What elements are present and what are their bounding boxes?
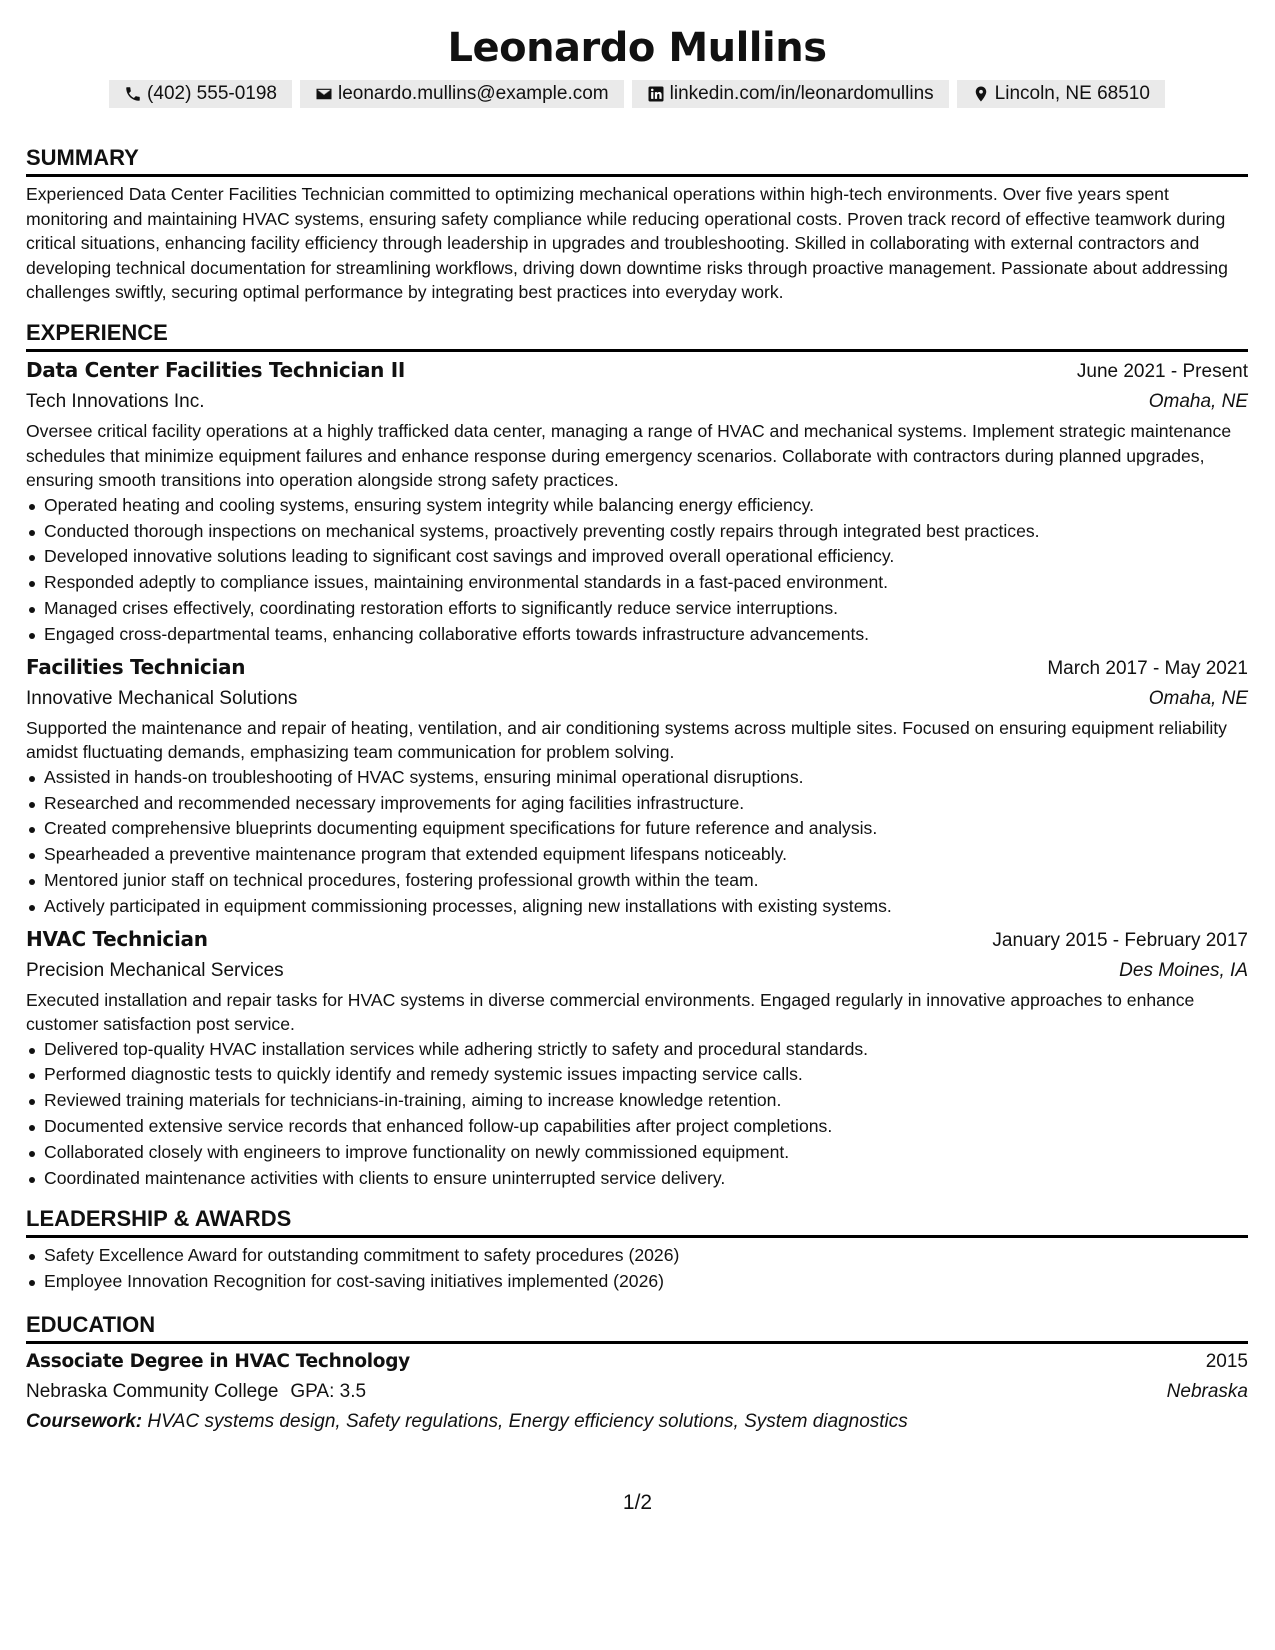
job-bullets	[26, 1037, 1248, 1192]
list-item: Employee Innovation Recognition for cost-saving initiatives implemented (2026)	[26, 1269, 1248, 1295]
summary-text: Experienced Data Center Facilities Technician committed to optimizing mechanical operations within high-tech environments. Over five years spent monitoring and maintaining HVAC systems, ensuring safety compliance while reducing operational costs. Proven track record of effective teamwork during critical situations, enhancing facility efficiency through leadership in upgrades and troubleshooting. Skilled in collaborating with external contractors and developing technical documentation for streamlining workflows, driving down downtime risks through proactive management. Passionate about addressing challenges swiftly, securing optimal performance by integrating best practices into everyday work.	[26, 184, 1228, 303]
awards-section	[26, 1205, 1248, 1295]
list-item: Documented extensive service records that enhanced follow-up capabilities after project completions.	[26, 1114, 1248, 1140]
job-dates: January 2015 - February 2017	[992, 929, 1248, 951]
linkedin-icon	[647, 85, 665, 103]
phone-icon	[124, 85, 142, 103]
linkedin-url: linkedin.com/in/leonardomullins	[669, 83, 934, 104]
list-item: Operated heating and cooling systems, ensuring system integrity while balancing energy efficiency.	[26, 493, 1248, 519]
list-item: Performed diagnostic tests to quickly identify and remedy systemic issues impacting service calls.	[26, 1062, 1248, 1088]
location-text: Lincoln, NE 68510	[994, 83, 1150, 104]
degree-title: Associate Degree in HVAC Technology	[26, 1351, 410, 1373]
job-location: Des Moines, IA	[1119, 959, 1248, 981]
contact-phone	[109, 80, 292, 108]
gpa-text: GPA: 3.5	[290, 1381, 367, 1403]
job-location: Omaha, NE	[1148, 687, 1248, 709]
list-item: Coordinated maintenance activities with clients to ensure uninterrupted service delivery.	[26, 1166, 1248, 1192]
envelope-icon	[315, 85, 333, 103]
job-bullets	[26, 493, 1248, 648]
job-location: Omaha, NE	[1148, 390, 1248, 412]
section-title-summary: SUMMARY	[26, 144, 1248, 177]
list-item: Managed crises effectively, coordinating restoration efforts to significantly reduce service interruptions.	[26, 596, 1248, 622]
job-company: Innovative Mechanical Solutions	[26, 687, 298, 709]
job-company: Precision Mechanical Services	[26, 959, 284, 981]
list-item: Responded adeptly to compliance issues, maintaining environmental standards in a fast-paced environment.	[26, 570, 1248, 596]
job-bullets	[26, 765, 1248, 920]
list-item: Conducted thorough inspections on mechanical systems, proactively preventing costly repairs through integrated best practices.	[26, 519, 1248, 545]
list-item: Actively participated in equipment commissioning processes, aligning new installations with existing systems.	[26, 894, 1248, 920]
awards-list	[26, 1243, 1248, 1295]
email-address: leonardo.mullins@example.com	[337, 83, 609, 104]
page-number: 1/2	[622, 1491, 653, 1514]
job-title: Facilities Technician	[26, 654, 246, 679]
job-description: Oversee critical facility operations at a highly trafficked data center, managing a range of HVAC and mechanical systems. Implement strategic maintenance schedules that minimize equipment failures and enhance response during emergency scenarios. Collaborate with contractors during planned upgrades, ensuring smooth transitions into operation alongside strong safety practices.	[26, 420, 1232, 491]
candidate-name: Leonardo Mullins	[447, 25, 827, 71]
graduation-year: 2015	[1205, 1351, 1248, 1373]
section-title-education: EDUCATION	[26, 1311, 1248, 1344]
list-item: Safety Excellence Award for outstanding commitment to safety procedures (2026)	[26, 1243, 1248, 1269]
contact-location	[957, 80, 1165, 108]
contact-email[interactable]	[300, 80, 624, 108]
list-item: Spearheaded a preventive maintenance program that extended equipment lifespans noticeably.	[26, 842, 1248, 868]
job-entry	[26, 652, 1248, 920]
job-dates: March 2017 - May 2021	[1047, 657, 1248, 679]
summary-section	[26, 144, 1248, 305]
list-item: Delivered top-quality HVAC installation services while adhering strictly to safety and procedural standards.	[26, 1037, 1248, 1063]
contact-linkedin[interactable]	[632, 80, 949, 108]
list-item: Created comprehensive blueprints documenting equipment specifications for future reference and analysis.	[26, 816, 1248, 842]
education-section	[26, 1311, 1248, 1437]
list-item: Developed innovative solutions leading to significant cost savings and improved overall operational efficiency.	[26, 544, 1248, 570]
coursework-list: HVAC systems design, Safety regulations, Energy efficiency solutions, System diagnostics	[147, 1411, 908, 1433]
contact-bar	[26, 80, 1248, 108]
resume-page	[26, 0, 1248, 1437]
list-item: Reviewed training materials for technicians-in-training, aiming to increase knowledge retention.	[26, 1088, 1248, 1114]
job-company: Tech Innovations Inc.	[26, 390, 205, 412]
section-title-awards: LEADERSHIP & AWARDS	[26, 1205, 1248, 1238]
job-entry	[26, 355, 1248, 648]
job-description: Executed installation and repair tasks for HVAC systems in diverse commercial environments. Engaged regularly in innovative approaches to enhance customer satisfaction post service.	[26, 989, 1195, 1035]
job-title: Data Center Facilities Technician II	[26, 357, 406, 382]
list-item: Collaborated closely with engineers to improve functionality on newly commissioned equipment.	[26, 1140, 1248, 1166]
school-name: Nebraska Community College	[26, 1381, 279, 1403]
list-item: Mentored junior staff on technical procedures, fostering professional growth within the team.	[26, 868, 1248, 894]
job-description: Supported the maintenance and repair of heating, ventilation, and air conditioning systems across multiple sites. Focused on ensuring equipment reliability amidst fluctuating demands, emphasizing team communication for problem solving.	[26, 717, 1227, 763]
coursework-label: Coursework:	[26, 1411, 143, 1433]
section-title-experience: EXPERIENCE	[26, 319, 1248, 352]
phone-number: (402) 555-0198	[147, 83, 277, 104]
list-item: Assisted in hands-on troubleshooting of HVAC systems, ensuring minimal operational disruptions.	[26, 765, 1248, 791]
school-location: Nebraska	[1166, 1381, 1248, 1403]
list-item: Engaged cross-departmental teams, enhancing collaborative efforts towards infrastructure advancements.	[26, 622, 1248, 648]
experience-section	[26, 319, 1248, 1192]
list-item: Researched and recommended necessary improvements for aging facilities infrastructure.	[26, 791, 1248, 817]
job-title: HVAC Technician	[26, 926, 208, 951]
map-pin-icon	[972, 85, 990, 103]
job-entry	[26, 924, 1248, 1192]
coursework	[26, 1407, 1248, 1437]
job-dates: June 2021 - Present	[1076, 360, 1248, 382]
